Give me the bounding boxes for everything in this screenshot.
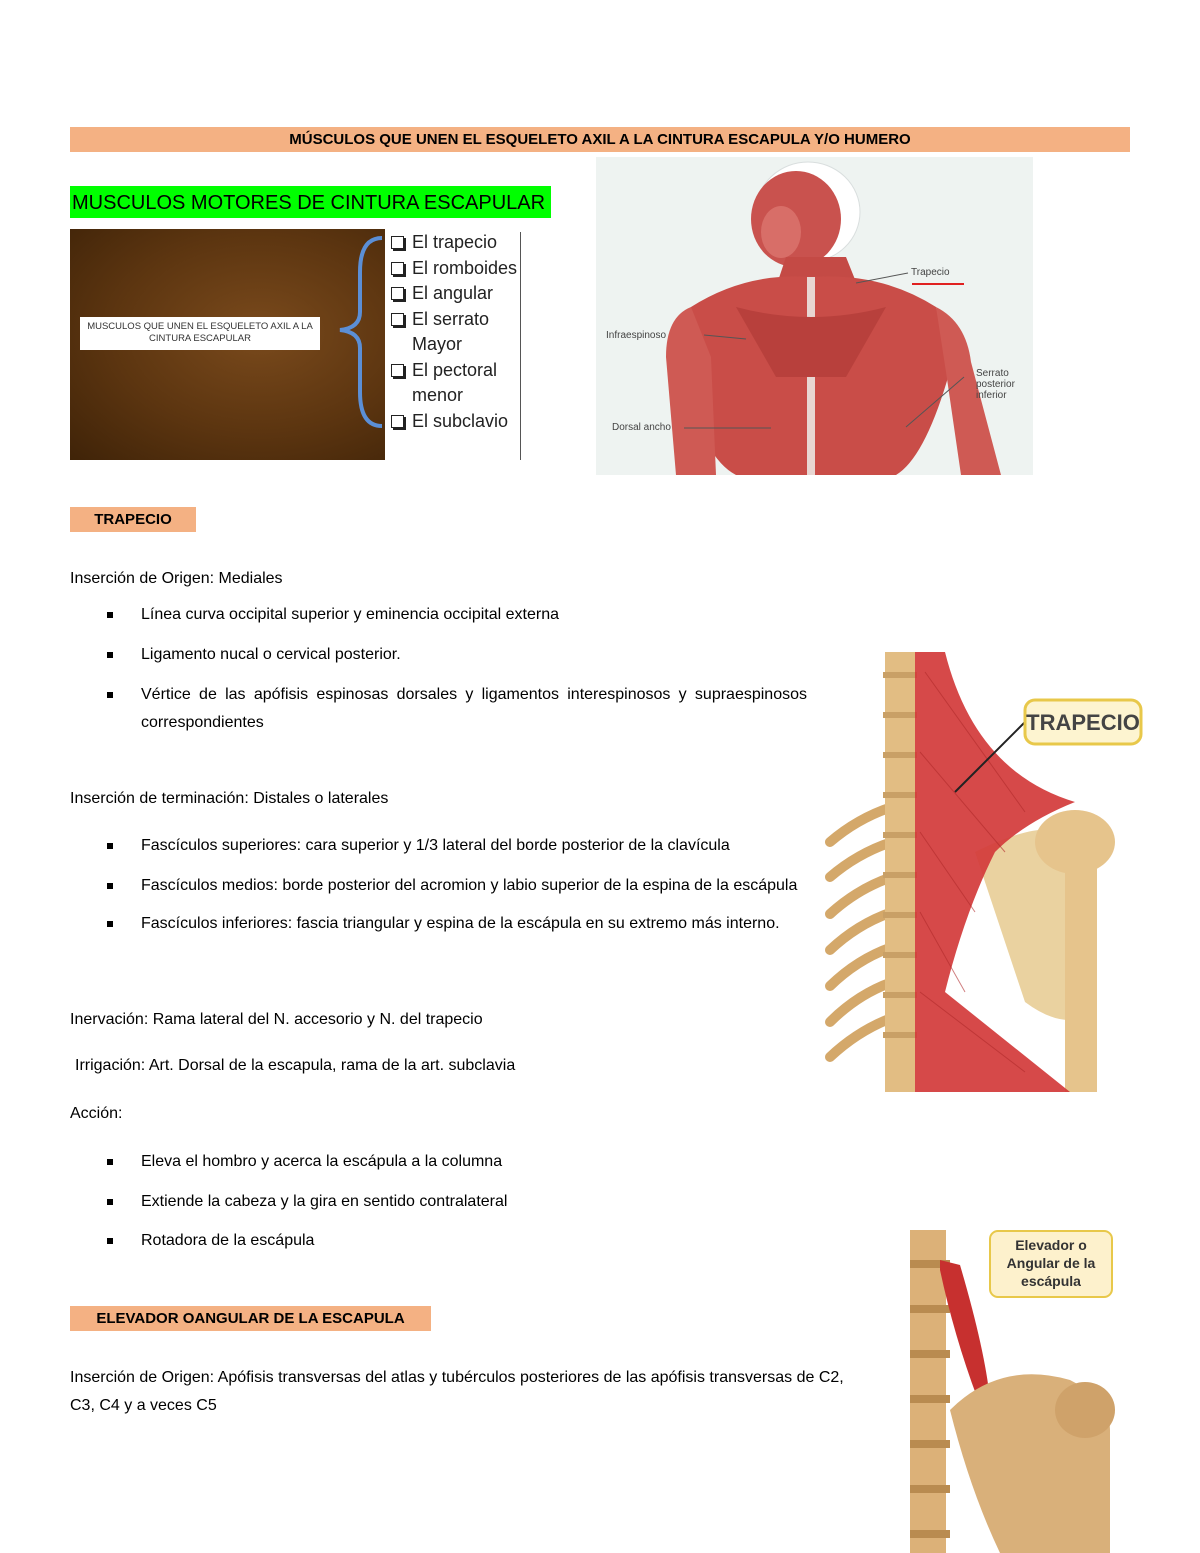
list-divider <box>520 232 521 460</box>
list-item: El romboides <box>389 256 519 282</box>
section-subtitle: MUSCULOS MOTORES DE CINTURA ESCAPULAR <box>70 186 551 218</box>
trapecio-inervacion: Inervación: Rama lateral del N. accesorio y N. del trapecio <box>70 1011 483 1028</box>
trapecio-heading: TRAPECIO <box>70 507 196 532</box>
label-serrato: Serrato <box>976 368 1009 379</box>
muscle-checklist <box>389 230 519 434</box>
list-item: Línea curva occipital superior y eminencia occipital externa <box>70 601 807 629</box>
elevador-label-line-3: escápula <box>1021 1273 1081 1289</box>
checkbox-icon <box>391 313 404 326</box>
label-serrato-inferior: inferior <box>976 390 1007 401</box>
label-infraespinoso: Infraespinoso <box>606 330 667 341</box>
back-muscles-figure <box>596 157 1033 475</box>
trapecio-origin-list <box>70 601 807 737</box>
main-title: MÚSCULOS QUE UNEN EL ESQUELETO AXIL A LA CINTURA ESCAPULA Y/O HUMERO <box>70 127 1130 152</box>
list-item: El pectoral menor <box>389 358 519 409</box>
list-item: El serrato Mayor <box>389 307 519 358</box>
list-item: Fascículos medios: borde posterior del acromion y labio superior de la espina de la escápula <box>70 872 807 900</box>
checkbox-icon <box>391 364 404 377</box>
label-trapecio: Trapecio <box>911 267 950 278</box>
list-item: Rotadora de la escápula <box>70 1227 807 1255</box>
checkbox-icon <box>391 415 404 428</box>
elevador-label-line-2: Angular de la <box>1006 1255 1096 1271</box>
trapecio-origin-title: Inserción de Origen: Mediales <box>70 570 283 587</box>
elevador-figure <box>910 1230 1120 1553</box>
elevador-origin: Inserción de Origen: Apófisis transversas del atlas y tubérculos posteriores de las apófisis transversas de C2, C3, C4 y a veces C5 <box>70 1369 844 1414</box>
trapecio-irrigacion: Irrigación: Art. Dorsal de la escapula, rama de la art. subclavia <box>75 1057 516 1074</box>
label-dorsal-ancho: Dorsal ancho <box>612 422 671 433</box>
list-item: El trapecio <box>389 230 519 256</box>
label-serrato-posterior: posterior <box>976 379 1015 390</box>
brace-icon <box>330 232 390 432</box>
list-item: Fascículos inferiores: fascia triangular y espina de la escápula en su extremo más interno. <box>70 910 807 938</box>
list-item: El angular <box>389 281 519 307</box>
intro-figure-label: MUSCULOS QUE UNEN EL ESQUELETO AXIL A LA CINTURA ESCAPULAR <box>80 317 320 350</box>
elevador-label-line-1: Elevador o <box>1015 1237 1087 1253</box>
trapecio-termination-list <box>70 832 807 938</box>
list-item: Fascículos superiores: cara superior y 1/3 lateral del borde posterior de la clavícula <box>70 832 807 860</box>
checkbox-icon <box>391 287 404 300</box>
elevador-heading: ELEVADOR OANGULAR DE LA ESCAPULA <box>70 1306 431 1331</box>
trapecio-figure-label: TRAPECIO <box>1026 710 1140 735</box>
trapecio-accion-title: Acción: <box>70 1105 123 1122</box>
trapecio-termination-title: Inserción de terminación: Distales o laterales <box>70 790 389 807</box>
checkbox-icon <box>391 236 404 249</box>
list-item: El subclavio <box>389 409 519 435</box>
checkbox-icon <box>391 262 404 275</box>
list-item: Extiende la cabeza y la gira en sentido contralateral <box>70 1188 807 1216</box>
list-item: Vértice de las apófisis espinosas dorsales y ligamentos interespinosos y supraespinosos correspondientes <box>70 681 807 737</box>
trapecio-accion-list <box>70 1148 807 1255</box>
list-item: Ligamento nucal o cervical posterior. <box>70 641 807 669</box>
trapecio-figure <box>825 652 1147 1092</box>
list-item: Eleva el hombro y acerca la escápula a la columna <box>70 1148 807 1176</box>
